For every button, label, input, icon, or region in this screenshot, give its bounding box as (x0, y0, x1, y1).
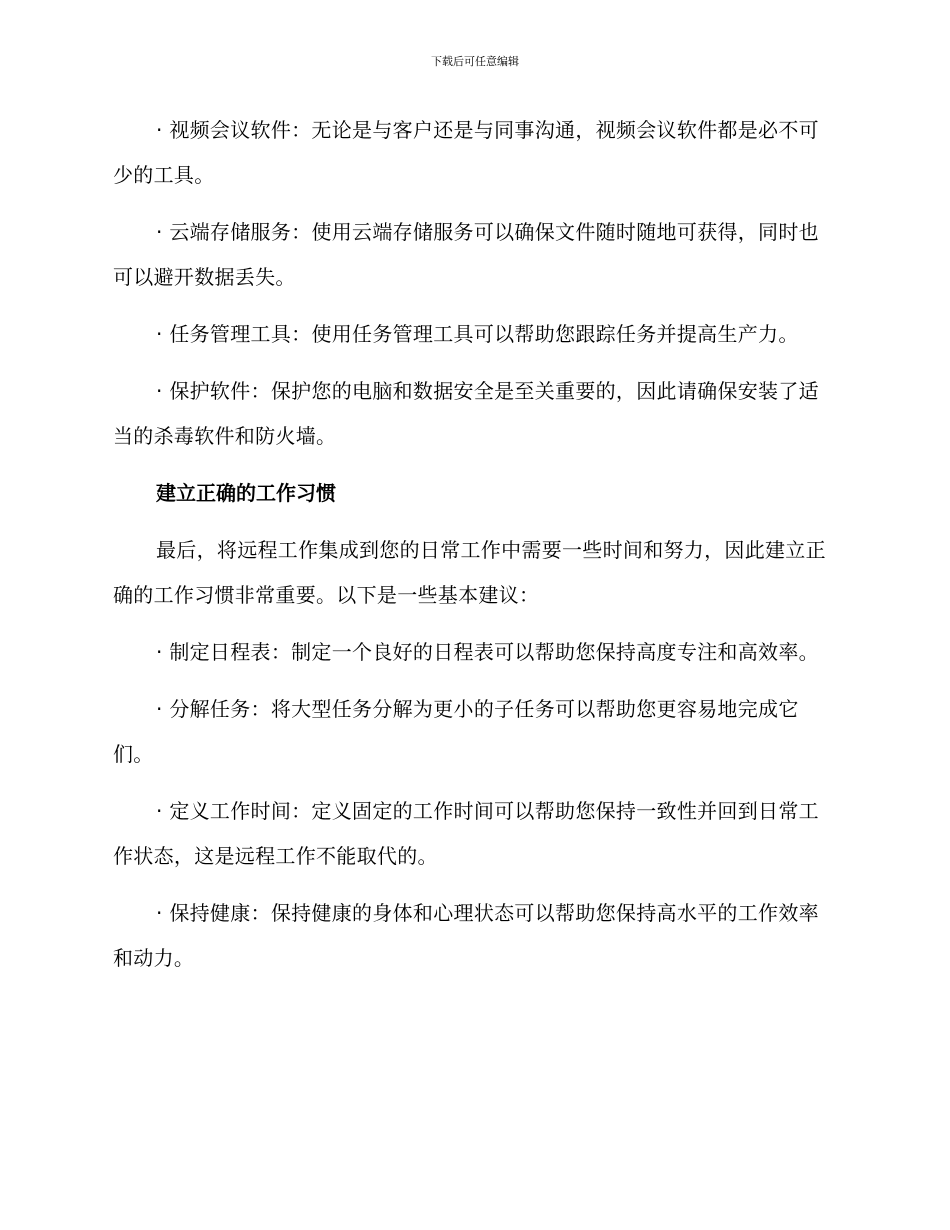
bullet-work-hours: · 定义工作时间：定义固定的工作时间可以帮助您保持一致性并回到日常工作状态，这是远程工作不能取代的。 (113, 799, 819, 868)
bullet-task-management: · 任务管理工具：使用任务管理工具可以帮助您跟踪任务并提高生产力。 (156, 322, 799, 346)
bullet-cloud-storage: · 云端存储服务：使用云端存储服务可以确保文件随时随地可获得，同时也可以避开数据丢失。 (113, 220, 819, 289)
document-body (113, 108, 833, 993)
bullet-video-conferencing: · 视频会议软件：无论是与客户还是与同事沟通，视频会议软件都是必不可少的工具。 (113, 118, 819, 187)
bullet-schedule: · 制定日程表：制定一个良好的日程表可以帮助您保持高度专注和高效率。 (156, 640, 819, 664)
section-heading: 建立正确的工作习惯 (156, 481, 336, 505)
bullet-security-software: · 保护软件：保护您的电脑和数据安全是至关重要的，因此请确保安装了适当的杀毒软件和防火墙。 (113, 379, 819, 448)
intro-paragraph: 最后，将远程工作集成到您的日常工作中需要一些时间和努力，因此建立正确的工作习惯非常重要。以下是一些基本建议： (113, 538, 826, 607)
bullet-stay-healthy: · 保持健康：保持健康的身体和心理状态可以帮助您保持高水平的工作效率和动力。 (113, 901, 819, 970)
page-header: 下载后可任意编辑 (431, 55, 519, 68)
bullet-break-down-tasks: · 分解任务：将大型任务分解为更小的子任务可以帮助您更容易地完成它们。 (113, 697, 799, 766)
